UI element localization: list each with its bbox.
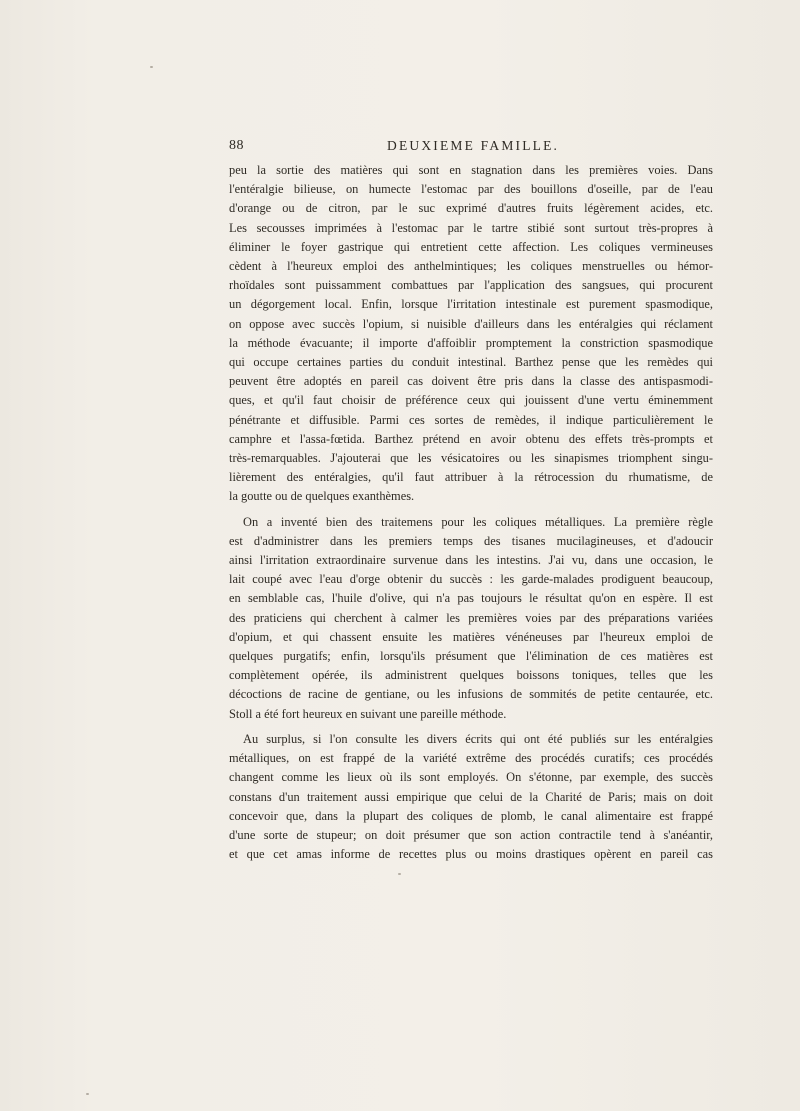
text-line: Au surplus, si l'on consulte les divers écrits qui ont été publiés sur les entéralgies [243,731,713,746]
text-line: On a inventé bien des traitemens pour les coliques métalliques. La première règle [243,514,713,529]
text-line: métalliques, on est frappé de la variété extrême des procédés curatifs; ces procédés [229,751,713,766]
text-line: quelques purgatifs; enfin, lorsqu'ils présument que l'élimination de ces matières est [229,649,713,664]
text-line: Stoll a été fort heureux en suivant une pareille méthode. [229,706,507,721]
text-line: un dégorgement local. Enfin, lorsque l'irritation intestinale est purement spasmodique, [229,297,713,312]
text-line: l'entéralgie bilieuse, on humecte l'estomac par des bouillons d'oseille, par de l'eau [229,182,713,197]
text-line: rhoïdales sont puissamment combattues par l'application des sangsues, qui procurent [229,278,713,293]
text-line: pénétrante et diffusible. Parmi ces sortes de remèdes, il indique particulièrement le [229,412,713,427]
text-line: camphre et l'assa-fœtida. Barthez prétend en avoir obtenu des effets très-prompts et [229,431,713,446]
text-line: la goutte ou de quelques exanthèmes. [229,489,415,504]
text-line: lièrement des entéralgies, qu'il faut attribuer à la rétrocession du rhumatisme, de [229,470,713,485]
text-line: qui occupe certaines parties du conduit intestinal. Barthez pense que les remèdes qui [229,355,713,370]
running-head: DEUXIEME FAMILLE. [387,138,560,153]
text-line: éliminer le foyer gastrique qui entretient cette affection. Les coliques vermineuses [229,239,713,254]
paragraph-1 [229,161,713,507]
text-line: et que cet amas informe de recettes plus ou moins drastiques opèrent en pareil cas [229,847,713,862]
text-line: d'opium, et qui chassent ensuite les matières vénéneuses par l'heureux emploi de [229,629,713,644]
text-line: lait coupé avec l'eau d'orge obtenir du succès : les garde-malades prodiguent beaucoup, [229,572,713,587]
text-line: est d'administrer dans les premiers temps des tisanes mucilagineuses, et d'adoucir [229,533,713,548]
text-line: on oppose avec succès l'opium, si nuisible d'ailleurs dans les entéralgies qui réclament [229,316,713,331]
text-line: concevoir que, dans la plupart des coliques de plomb, le canal alimentaire est frappé [229,808,713,823]
paper-speck [150,66,153,68]
text-line: décoctions de racine de gentiane, ou les infusions de sommités de petite centaurée, etc. [229,687,713,702]
paragraph-2 [229,513,713,724]
paper-speck [398,873,401,875]
text-line: d'orange ou de citron, par le suc exprimé d'autres fruits légèrement acides, etc. [229,201,713,216]
text-line: en semblable cas, l'huile d'olive, qui n'a pas toujours le résultat qu'on en espère. Il est [229,591,713,606]
text-line: constans d'un traitement aussi empirique que celui de la Charité de Paris; mais on doit [229,789,713,804]
text-line: peu la sortie des matières qui sont en stagnation dans les premières voies. Dans [229,163,713,177]
paper-speck [86,1093,89,1095]
text-line: ainsi l'irritation extraordinaire survenue dans les intestins. J'ai vu, dans une occasion, le [229,553,713,568]
page-header [229,138,713,158]
page-number: 88 [229,138,244,153]
text-line: peuvent être adoptés en pareil cas doivent être pris dans la classe des antispasmodi- [229,374,713,389]
text-line: très-remarquables. J'ajouterai que les vésicatoires ou les sinapismes triomphent singu- [229,451,713,466]
text-line: cèdent à l'heureux emploi des anthelmintiques; les coliques menstruelles ou hémor- [229,259,713,274]
text-line: des praticiens qui cherchent à calmer les premières voies par des préparations variées [229,610,713,625]
paragraph-3 [229,730,713,864]
text-line: d'une sorte de stupeur; on doit présumer que son action contractile tend à s'anéantir, [229,827,713,842]
text-line: la méthode évacuante; il importe d'affoiblir promptement la constriction spasmodique [229,335,713,350]
text-line: ques, et qu'il faut choisir de préférence ceux qui jouissent d'une vertu éminemment [229,393,713,408]
text-line: changent comme les lieux où ils sont employés. On s'étonne, par exemple, des succès [229,770,713,785]
text-line: complètement opérée, ils administrent quelques boissons toniques, telles que les [229,668,713,683]
body-text [229,161,713,864]
text-line: Les secousses imprimées à l'estomac par le tartre stibié sont surtout très-propres à [229,220,713,235]
